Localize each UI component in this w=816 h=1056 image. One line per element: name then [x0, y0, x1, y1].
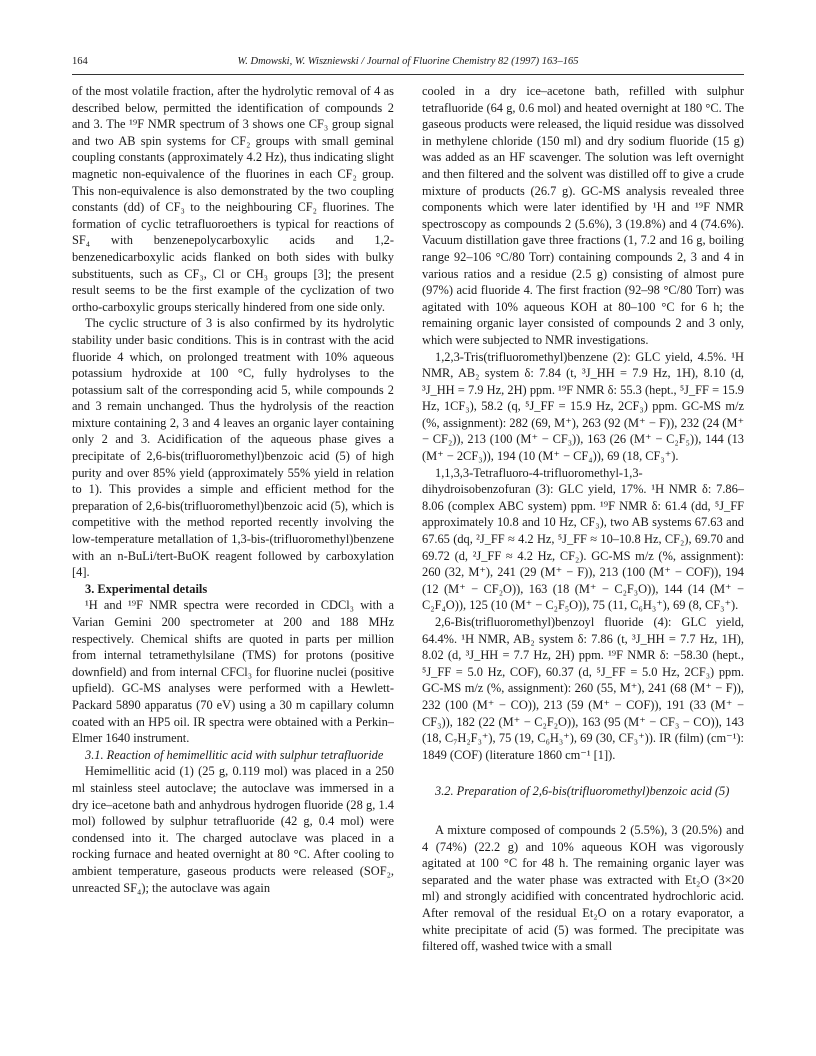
left-column [72, 83, 394, 896]
paragraph: cooled in a dry ice–acetone bath, refilled with sulphur tetrafluoride (64 g, 0.6 mol) and heated overnight at 180 °C. The gaseous products were released, the liquid residue was dissolved in methylene chloride (150 ml) and dry sodium fluoride (15 g) was added as an HF scavenger. The solution was left overnight and then filtered and the solvent was distilled off to give a crude mixture of products (26.7 g). GC-MS analysis revealed three components which were later identified by ¹H and ¹⁹F NMR spectroscopy as compounds 2 (5.6%), 3 (19.8%) and 4 (74.6%). Vacuum distillation gave three fractions (1, 7.2 and 16 g, boiling range 92–106 °C/80 Torr) containing compounds 2, 3 and 4 in various ratios and a residue (2.5 g) consisting of almost pure (97%) acid fluoride 4. The first fraction (92–98 °C/80 Torr) was agitated with 10% aqueous KOH at 80–100 °C for 6 h; the remaining organic layer consisted of compounds 2 and 3 only, which were subjected to NMR investigations. [422, 84, 744, 347]
paragraph: ¹H and ¹⁹F NMR spectra were recorded in CDCl₃ with a Varian Gemini 200 spectrometer at 200 and 188 MHz respectively. Chemical shifts are quoted in parts per million from internal tetramethylsilane (TMS) for protons (positive downfield) and from internal CFCl₃ for fluorine nuclei (positive upfield). GC-MS analyses were performed with a Hewlett-Packard 5890 apparatus (70 eV) using a 30 m capillary column coated with an HP5 oil. IR spectra were obtained with a Perkin–Elmer 1640 instrument. [72, 598, 394, 746]
paragraph: 2,6-Bis(trifluoromethyl)benzoyl fluoride (4): GLC yield, 64.4%. ¹H NMR, AB₂ system δ: 7.86 (t, ³J_HH = 7.7 Hz, 1H), 8.02 (d, ³J_HH = 7.7 Hz, 2H) ppm. ¹⁹F NMR δ: −58.30 (hept., ⁵J_FF = 5.0 Hz, COF), 60.37 (d, ⁵J_FF = 5.0 Hz, 2CF₃) ppm. GC-MS m/z (%, assignment): 260 (55, M⁺), 241 (68 (M⁺ − F)), 232 (100 (M⁺ − CO)), 213 (59 (M⁺ − COF)), 191 (33 (M⁺ − CF₃)), 182 (22 (M⁺ − C₂F₂O)), 163 (95 (M⁺ − CF₃ − CO)), 143 (18, C₇H₂F₃⁺), 75 (19, C₆H₃⁺), 69 (30, CF₃⁺)). IR (film) (cm⁻¹): 1849 (COF) (literature 1860 cm⁻¹ [1]). [422, 615, 744, 762]
page-header [72, 54, 744, 70]
paragraph: 1,2,3-Tris(trifluoromethyl)benzene (2): GLC yield, 4.5%. ¹H NMR, AB₂ system δ: 7.84 (t, ³J_HH = 7.9 Hz, 1H), 8.10 (d, ³J_HH = 7.9 Hz, 2H) ppm. ¹⁹F NMR δ: 55.3 (hept., ⁵J_FF = 15.9 Hz, 1CF₃), 58.2 (q, ⁵J_FF = 15.9 Hz, 2CF₃) ppm. GC-MS m/z (%, assignment): 282 (69, M⁺), 263 (92 (M⁺ − F)), 232 (24 (M⁺ − CF₂)), 213 (100 (M⁺ − CF₃)), 163 (26 (M⁺ − C₂F₅)), 144 (13 (M⁺ − 2CF₃)), 194 (10 (M⁺ − CF₄)), 69 (18, CF₃⁺). [422, 349, 744, 464]
paragraph: 1,1,3,3-Tetrafluoro-4-trifluoromethyl-1,3-dihydroisobenzofuran (3): GLC yield, 17%. ¹H NMR δ: 7.86–8.06 (complex ABC system) ppm. ¹⁹F NMR δ: 61.4 (dd, ⁵J_FF approximately 10.8 and 10 Hz, CF₃), two AB systems 67.63 and 67.65 (dq, ²J_FF ≈ 4.2 Hz, ⁵J_FF ≈ 10–10.8 Hz, CF₂), 69.70 and 69.72 (d, ²J_FF ≈ 4.2 Hz, CF₂). GC-MS m/z (%, assignment): 260 (32, M⁺), 241 (29 (M⁺ − F)), 213 (100 (M⁺ − COF)), 194 (12 (M⁺ − CF₂O)), 163 (18 (M⁺ − C₂F₃O)), 144 (14 (M⁺ − C₂F₄O)), 125 (10 (M⁺ − C₂F₅O)), 75 (11, C₆H₃⁺), 69 (8, CF₃⁺). [422, 465, 744, 613]
paragraph: A mixture composed of compounds 2 (5.5%), 3 (20.5%) and 4 (74%) (22.2 g) and 10% aqueous KOH was vigorously agitated at 100 °C for 48 h. The remaining organic layer was separated and the water phase was extracted with Et₂O (3×20 ml) and strongly acidified with concentrated hydrochloric acid. After removal of the residual Et₂O on a rotary evaporator, a white precipitate of acid (5) was formed. The precipitate was filtered off, washed twice with a small [422, 822, 744, 954]
section-title: 3. Experimental details [85, 581, 208, 596]
paragraph: Hemimellitic acid (1) (25 g, 0.119 mol) was placed in a 250 ml stainless steel autoclave; the autoclave was immersed in a dry ice–acetone bath and anhydrous hydrogen fluoride (28 g, 1.4 mol) followed by sulphur tetrafluoride (42 g, 0.4 mol) were condensed into it. The charged autoclave was placed in a rocking furnace and heated overnight at 80 °C. After cooling to ambient temperature, gaseous products were released (SOF₂, unreacted SF₄); the autoclave was again [72, 764, 394, 895]
page-number: 164 [72, 56, 88, 67]
header-rule [72, 74, 744, 75]
subsection-title: 3.1. Reaction of hemimellitic acid with sulphur tetrafluoride [85, 747, 384, 762]
subsection-title: 3.2. Preparation of 2,6-bis(trifluoromethyl)benzoic acid (5) [435, 784, 730, 799]
running-head: W. Dmowski, W. Wiszniewski / Journal of Fluorine Chemistry 82 (1997) 163–165 [237, 56, 579, 67]
paragraph: The cyclic structure of 3 is also confirmed by its hydrolytic stability under basic conditions. This is in contrast with the acid fluoride 4 which, on prolonged treatment with 10% aqueous potassium hydroxide at 100 °C, fully hydrolyses to the potassium salt of the corresponding acid 5, while compounds 2 and 3 remain unchanged. Thus the hydrolysis of the reaction mixture containing 2, 3 and 4 leaves an organic layer containing only 2 and 3. Acidification of the aqueous phase gives a precipitate of 2,6-bis(trifluoromethyl)benzoic acid (5) of high purity and over 85% yield (approximately 55% yield in relation to 1). This provides a simple and efficient method for the preparation of 2,6-bis(trifluoromethyl)benzoic acid (5), which is competitive with the method reported recently involving the low-temperature metallation of 1,3-bis-(trifluoromethyl)benzene with an n-BuLi/tert-BuOK reagent followed by carboxylation [4]. [72, 316, 394, 580]
right-column [422, 83, 744, 955]
paragraph: of the most volatile fraction, after the hydrolytic removal of 4 as described below, permitted the identification of compounds 2 and 3. The ¹⁹F NMR spectrum of 3 shows one CF₃ group signal and two AB spin systems for CF₂ groups with small geminal coupling constants (approximately 4.2 Hz), thus indicating slight magnetic non-equivalence of the fluorines in each CF₂ group. This non-equivalence is also demonstrated by the two coupling constants (dd) of CF₃ to the neighbouring CF₂ fluorines. The formation of cyclic tetrafluoroethers is typical for reactions of SF₄ with benzenepolycarboxylic acids and 1,2-benzenedicarboxylic acids flanked on both sides with bulky substituents, such as CF₃, Cl or CH₃ groups [3]; the present result seems to be the first example of the cyclization of two ortho-carboxylic groups sterically hindered from one side only. [72, 84, 394, 314]
